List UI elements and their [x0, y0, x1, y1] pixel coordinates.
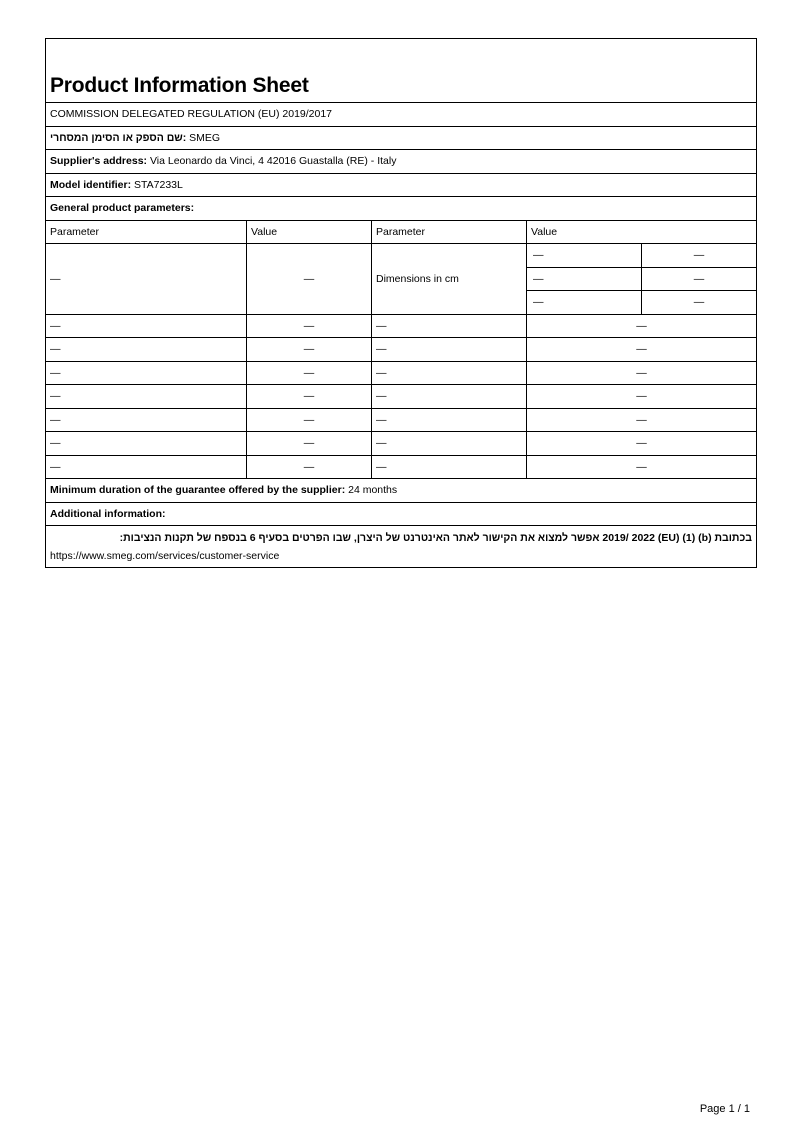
table-cell: —	[372, 432, 527, 456]
table-cell: —	[372, 338, 527, 362]
table-cell: —	[247, 338, 372, 362]
table-cell: —	[527, 338, 757, 362]
table-row	[46, 361, 757, 385]
table-cell: —	[372, 408, 527, 432]
supplier-name-separator: :	[182, 131, 187, 144]
product-information-sheet	[45, 38, 757, 568]
table-cell: —	[247, 455, 372, 479]
table-cell: —	[642, 244, 757, 267]
guarantee-value: 24 months	[345, 484, 398, 497]
page-number: Page 1 / 1	[699, 1103, 750, 1115]
supplier-name-label: שם הספק או הסימן המסחרי	[50, 131, 183, 144]
additional-info-row	[46, 526, 757, 568]
table-cell: —	[46, 385, 247, 409]
general-params-label: General product parameters:	[50, 202, 195, 215]
table-cell: —	[247, 361, 372, 385]
dimension-row	[527, 291, 756, 314]
table-cell: —	[527, 408, 757, 432]
model-identifier-row	[46, 173, 757, 197]
supplier-address-value: Via Leonardo da Vinci, 4 42016 Guastalla (RE) - Italy	[147, 155, 397, 168]
supplier-address-label: Supplier's address:	[50, 155, 148, 168]
table-cell: —	[527, 314, 757, 338]
regulation-text: COMMISSION DELEGATED REGULATION (EU) 2019/2017	[50, 108, 333, 121]
supplier-name-row	[46, 126, 757, 150]
table-cell: —	[527, 267, 642, 291]
table-cell: —	[527, 432, 757, 456]
table-cell: —	[527, 385, 757, 409]
guarantee-row	[46, 479, 757, 503]
table-cell: —	[527, 455, 757, 479]
dimension-row	[527, 244, 756, 267]
additional-info-text: בכתובת (b) (1) 2019/ 2022 (EU) אפשר למצוא את הקישור לאתר האינטרנט של היצרן, שבו הפרטים בסעיף 6 בנספח של תקנות הנציבות:	[119, 532, 752, 544]
table-cell: —	[247, 432, 372, 456]
general-params-row	[46, 197, 757, 221]
table-cell: —	[372, 455, 527, 479]
table-cell: —	[247, 314, 372, 338]
table-header-row	[46, 220, 757, 244]
dimension-row	[527, 267, 756, 291]
model-identifier-value: STA7233L	[131, 178, 183, 191]
table-cell: —	[46, 432, 247, 456]
table-cell: —	[46, 455, 247, 479]
header-value-2: Value	[527, 220, 757, 244]
additional-info-label-row	[46, 502, 757, 526]
table-cell: —	[642, 267, 757, 291]
table-cell: —	[527, 291, 642, 314]
table-cell: —	[372, 361, 527, 385]
header-value-1: Value	[247, 220, 372, 244]
table-row	[46, 408, 757, 432]
dimensions-row	[46, 244, 757, 315]
model-identifier-label: Model identifier:	[50, 178, 132, 191]
table-cell: —	[372, 314, 527, 338]
regulation-row	[46, 103, 757, 127]
dimensions-label: Dimensions in cm	[372, 244, 527, 315]
table-cell: —	[247, 408, 372, 432]
table-cell: —	[46, 338, 247, 362]
table-cell: —	[46, 361, 247, 385]
supplier-address-row	[46, 150, 757, 174]
supplier-name-value: SMEG	[186, 131, 221, 144]
customer-service-url[interactable]: https://www.smeg.com/services/customer-service	[50, 550, 280, 562]
header-parameter-2: Parameter	[372, 220, 527, 244]
table-cell: —	[46, 244, 247, 315]
table-cell: —	[247, 385, 372, 409]
header-parameter-1: Parameter	[46, 220, 247, 244]
table-row	[46, 314, 757, 338]
page-title: Product Information Sheet	[50, 74, 309, 97]
table-cell: —	[46, 408, 247, 432]
table-cell: —	[527, 244, 642, 267]
table-cell: —	[693, 296, 705, 309]
table-row	[46, 432, 757, 456]
table-row	[46, 385, 757, 409]
dimensions-values	[527, 244, 757, 315]
table-cell: —	[46, 314, 247, 338]
table-cell: —	[247, 244, 372, 315]
table-row	[46, 338, 757, 362]
guarantee-label: Minimum duration of the guarantee offered by the supplier:	[50, 484, 346, 497]
table-cell: —	[527, 361, 757, 385]
table-row	[46, 455, 757, 479]
table-cell: —	[372, 385, 527, 409]
additional-info-label: Additional information:	[50, 507, 166, 520]
